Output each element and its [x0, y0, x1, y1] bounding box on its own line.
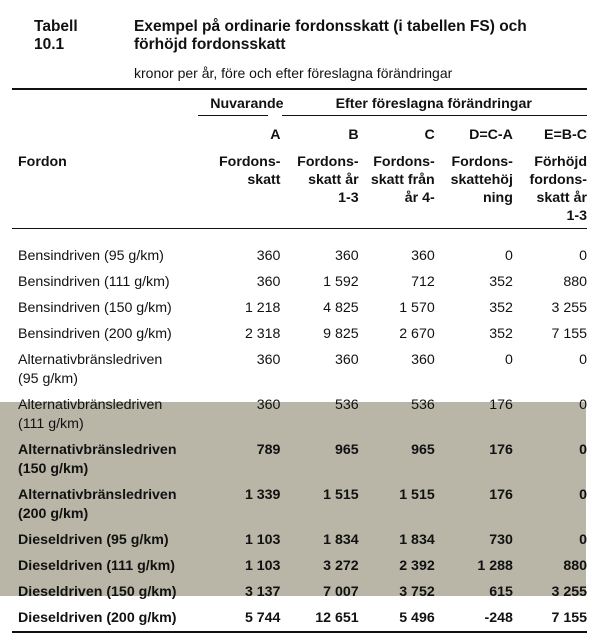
table-row — [12, 243, 587, 269]
cell-value: 360 — [256, 397, 281, 413]
table-row — [12, 553, 587, 579]
cell-value: 1 515 — [323, 487, 359, 503]
cell-value: 0 — [579, 248, 587, 264]
cell-value: 536 — [411, 397, 435, 413]
cell-value: 360 — [256, 352, 281, 368]
cell-value: 2 392 — [399, 558, 435, 574]
cell-value: 352 — [489, 274, 513, 290]
header-bottom-rule — [12, 228, 587, 229]
cell-value: 536 — [334, 397, 359, 413]
row-label: Bensindriven (111 g/km) — [18, 274, 170, 290]
col-description-3: Fordons- skattehöj ning — [450, 154, 513, 206]
cell-value: 5 496 — [359, 605, 435, 632]
row-label: Dieseldriven (200 g/km) — [12, 605, 200, 632]
cell-value: 360 — [334, 352, 359, 368]
cell-value: 1 570 — [399, 300, 435, 316]
cell-value: 176 — [489, 397, 513, 413]
cell-value: 352 — [489, 326, 513, 342]
cell-value: 0 — [505, 352, 513, 368]
cell-value: 965 — [411, 442, 435, 458]
group-header-efter: Efter föreslagna förändringar — [335, 96, 532, 112]
col-letter-3: D=C-A — [469, 127, 513, 143]
cell-value: 0 — [579, 397, 587, 413]
table-number: Tabell 10.1 — [34, 18, 78, 53]
col-description-4: Förhöjd fordons- skatt år 1-3 — [529, 154, 587, 224]
table-row — [12, 527, 587, 553]
cell-value: 2 670 — [399, 326, 435, 342]
cell-value: -248 — [435, 605, 513, 632]
cell-value: 176 — [489, 487, 513, 503]
table-row — [12, 605, 587, 632]
cell-value: 965 — [334, 442, 359, 458]
cell-value: 2 318 — [244, 326, 281, 342]
cell-value: 3 255 — [551, 584, 587, 600]
table-row — [12, 295, 587, 321]
table-row — [12, 321, 587, 347]
cell-value: 0 — [579, 532, 587, 548]
cell-value: 7 007 — [323, 584, 359, 600]
row-label: Alternativbränsledriven (111 g/km) — [18, 397, 163, 432]
cell-value: 1 592 — [323, 274, 359, 290]
cell-value: 1 339 — [244, 487, 281, 503]
cell-value: 615 — [489, 584, 513, 600]
cell-value: 1 288 — [477, 558, 513, 574]
table-row — [12, 269, 587, 295]
cell-value: 1 834 — [323, 532, 359, 548]
col-letter-1: B — [348, 127, 359, 143]
letters-blank — [12, 123, 200, 149]
cell-value: 3 255 — [551, 300, 587, 316]
cell-value: 360 — [411, 248, 435, 264]
table-row — [12, 437, 587, 482]
cell-value: 7 155 — [551, 326, 587, 342]
row-label: Alternativbränsledriven (150 g/km) — [18, 442, 177, 477]
cell-value: 176 — [489, 442, 513, 458]
empty-header-cell — [12, 90, 200, 123]
row-label: Dieseldriven (150 g/km) — [18, 584, 177, 600]
table-row — [12, 392, 587, 437]
cell-value: 712 — [411, 274, 435, 290]
row-label: Bensindriven (95 g/km) — [18, 248, 164, 264]
cell-value: 789 — [256, 442, 281, 458]
cell-value: 1 218 — [244, 300, 281, 316]
row-label: Alternativbränsledriven (95 g/km) — [18, 352, 163, 387]
col-letter-4: E=B-C — [544, 127, 587, 143]
row-label: Bensindriven (150 g/km) — [18, 300, 172, 316]
efter-underline — [282, 115, 587, 116]
col-letter-0: A — [270, 127, 281, 143]
table-title-text: Exempel på ordinarie fordonsskatt (i tabellen FS) och förhöjd fordonsskatt — [134, 18, 527, 53]
cell-value: 880 — [563, 558, 587, 574]
table-subtitle: kronor per år, före och efter föreslagna förändringar — [134, 65, 453, 81]
cell-value: 360 — [334, 248, 359, 264]
col-description-2: Fordons- skatt från år 4- — [370, 154, 435, 206]
cell-value: 4 825 — [323, 300, 359, 316]
cell-value: 352 — [489, 300, 513, 316]
col-description-1: Fordons- skatt år 1-3 — [297, 154, 359, 206]
row-label: Dieseldriven (111 g/km) — [18, 558, 175, 574]
row-label: Dieseldriven (95 g/km) — [18, 532, 169, 548]
cell-value: 360 — [256, 274, 281, 290]
cell-value: 3 752 — [399, 584, 435, 600]
table-row — [12, 579, 587, 605]
cell-value: 1 103 — [244, 558, 281, 574]
cell-value: 1 834 — [399, 532, 435, 548]
cell-value: 7 155 — [513, 605, 587, 632]
row-label: Bensindriven (200 g/km) — [18, 326, 172, 342]
cell-value: 12 651 — [280, 605, 358, 632]
cell-value: 3 137 — [244, 584, 281, 600]
cell-value: 880 — [563, 274, 587, 290]
group-header-nuvarande: Nuvarande — [210, 96, 284, 112]
cell-value: 3 272 — [323, 558, 359, 574]
table-row — [12, 482, 587, 527]
cell-value: 730 — [489, 532, 513, 548]
tax-table — [12, 90, 587, 633]
cell-value: 1 103 — [244, 532, 281, 548]
cell-value: 360 — [411, 352, 435, 368]
cell-value: 0 — [579, 487, 587, 503]
cell-value: 360 — [256, 248, 281, 264]
cell-value: 0 — [505, 248, 513, 264]
cell-value: 0 — [579, 352, 587, 368]
row-header-label: Fordon — [18, 154, 67, 170]
row-label: Alternativbränsledriven (200 g/km) — [18, 487, 177, 522]
cell-value: 9 825 — [323, 326, 359, 342]
cell-value: 5 744 — [200, 605, 280, 632]
nuvarande-underline — [198, 115, 268, 116]
col-letter-2: C — [424, 127, 435, 143]
cell-value: 0 — [579, 442, 587, 458]
table-row — [12, 347, 587, 392]
cell-value: 1 515 — [399, 487, 435, 503]
col-description-0: Fordons- skatt — [218, 154, 281, 188]
